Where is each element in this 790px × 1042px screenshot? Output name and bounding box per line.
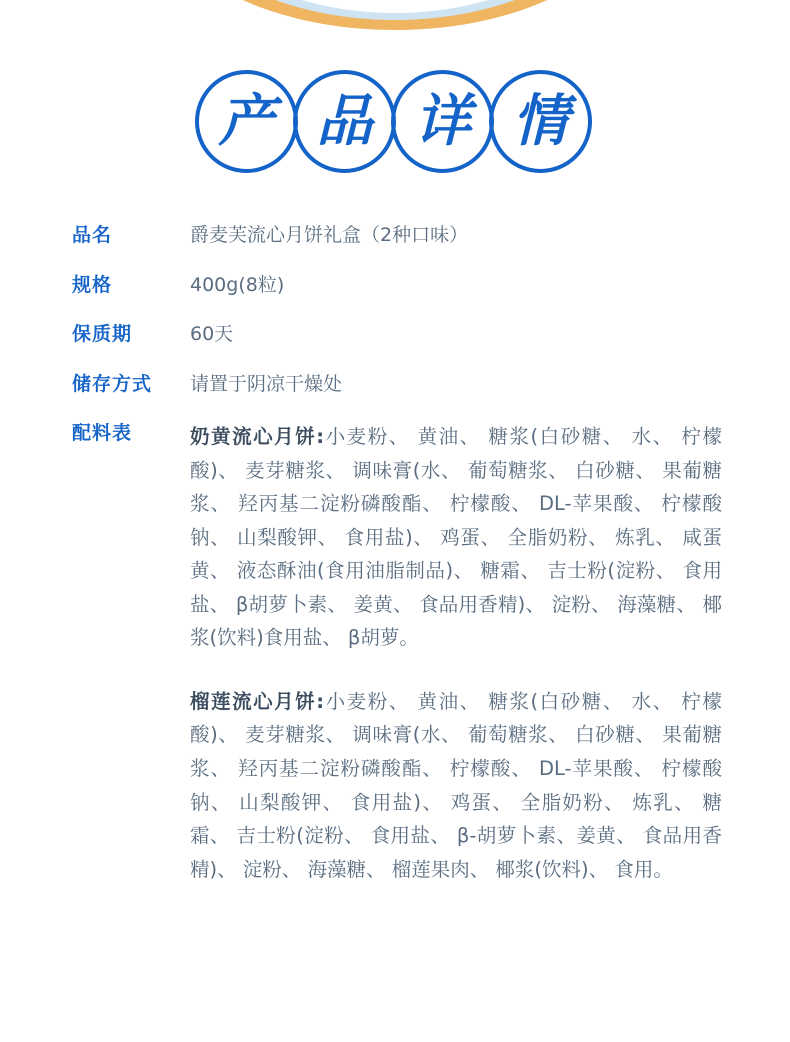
spec-label-storage: 储存方式 [72,372,153,395]
ingredient-name-durian: 榴莲流心月饼: [190,689,325,713]
title-circle-3 [391,70,494,173]
spec-value-shelf-life: 60天 [190,323,234,346]
top-decorative-banner [0,0,790,34]
ingredients-content [190,420,722,886]
page-title [195,70,587,173]
ingredient-paragraph-custard [190,420,722,655]
spec-row-ingredients [72,420,722,886]
title-char-4: 情 [512,88,569,154]
title-circle-4 [489,70,592,173]
spec-label-ingredients: 配料表 [72,422,133,445]
title-char-2: 品 [316,88,373,154]
title-circle-2 [293,70,396,173]
title-char-1: 产 [218,88,275,154]
spec-row-product-name [72,222,722,250]
spec-label-product-name: 品名 [72,224,113,246]
ingredient-name-custard: 奶黄流心月饼: [190,425,325,449]
title-char-3: 详 [414,88,471,154]
product-spec-table [72,222,722,886]
spec-row-specification [72,272,722,300]
ingredient-text-custard: 小麦粉、 黄油、 糖浆(白砂糖、 水、 柠檬酸)、 麦芽糖浆、 调味膏(水、 葡萄糖浆、 白砂糖、 果葡糖浆、 羟丙基二淀粉磷酸酯、 柠檬酸、 DL-苹果酸、 柠檬酸钠、 山梨酸钾、 食用盐)、 鸡蛋、 全脂奶粉、 炼乳、 咸蛋黄、 液态酥油(食用油脂制品)、 糖霜、 吉士粉(淀粉、 食用盐、 β胡萝卜素、 姜黄、 食品用香精)、 淀粉、 海藻糖、 椰浆(饮料)食用盐、 β胡萝。 [190,425,722,650]
spec-label-shelf-life: 保质期 [72,323,133,346]
title-circle-1 [195,70,298,173]
spec-row-shelf-life [72,321,722,349]
spec-value-specification: 400g(8粒) [190,273,285,296]
spec-value-storage: 请置于阴凉干燥处 [190,372,343,395]
spec-value-product-name: 爵麦芙流心月饼礼盒（2种口味） [190,224,469,246]
spec-row-storage [72,371,722,399]
ingredient-paragraph-durian [190,685,722,886]
ingredient-text-durian: 小麦粉、 黄油、 糖浆(白砂糖、 水、 柠檬酸)、 麦芽糖浆、 调味膏(水、 葡萄糖浆、 白砂糖、 果葡糖浆、 羟丙基二淀粉磷酸酯、 柠檬酸、 DL-苹果酸、 柠檬酸钠、 山梨酸钾、 食用盐)、 鸡蛋、 全脂奶粉、 炼乳、 糖霜、 吉士粉(淀粉、 食用盐、 β-胡萝卜素、姜黄、 食品用香精)、 淀粉、 海藻糖、 榴莲果肉、 椰浆(饮料)、 食用。 [190,689,722,881]
spec-label-specification: 规格 [72,273,113,296]
